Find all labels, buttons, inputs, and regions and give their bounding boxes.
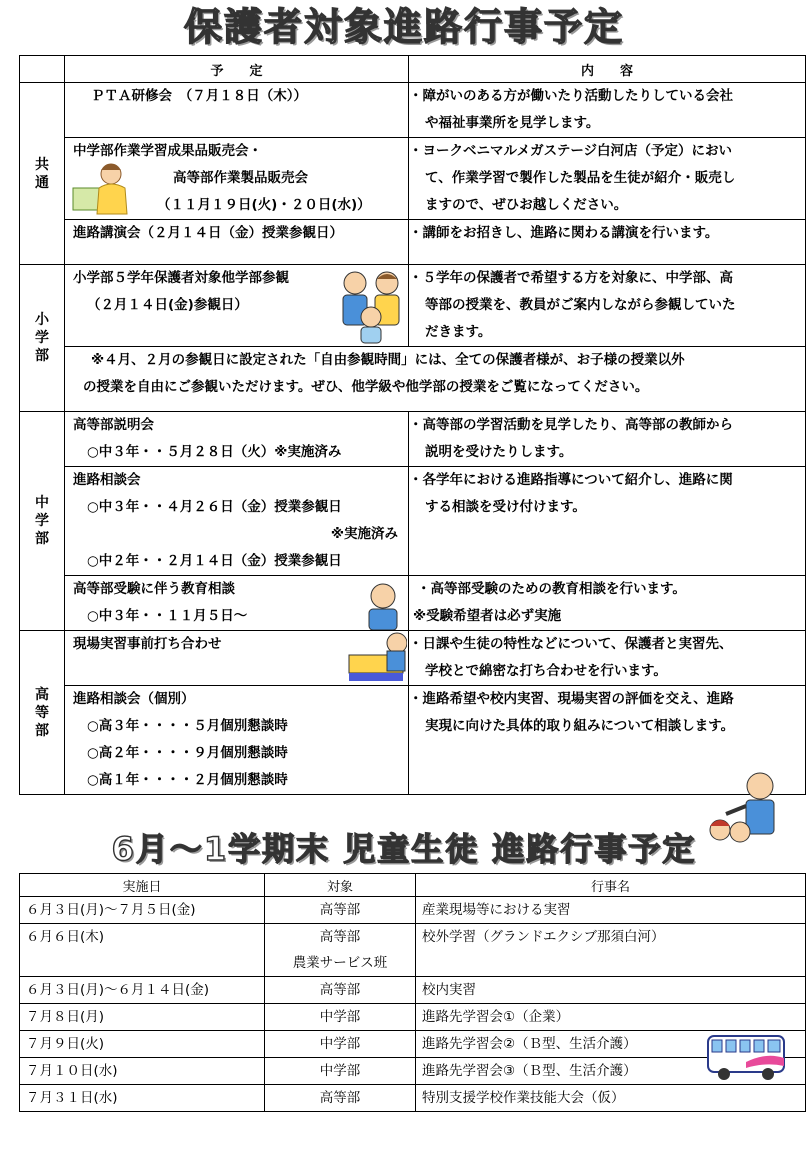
table-row	[20, 897, 806, 924]
target-label: 中学部	[319, 1009, 361, 1025]
target-label: 中学部	[319, 1063, 361, 1079]
date-cell: ６月３日(月)～６月１４日(金)	[20, 977, 265, 1004]
category-elementary: 小学部	[20, 265, 65, 412]
event-cell: 進路先学習会③（Ｂ型、生活介護）	[416, 1058, 806, 1085]
section-title: 6月～1学期末 児童生徒 進路行事予定	[111, 830, 697, 868]
content-cell: ・高等部の学習活動を見学したり、高等部の教師から 説明を受けたりします。	[409, 412, 806, 467]
person-with-bag-icon	[71, 158, 137, 216]
content-cell: ・日課や生徒の特性などについて、保護者と実習先、 学校とで綿密な打ち合わせを行います。	[409, 631, 806, 686]
header-plan: 予 定	[65, 56, 409, 83]
target-cell	[265, 1058, 416, 1085]
target-sublabel: 農業サービス班	[292, 955, 388, 971]
bus-icon	[706, 1032, 786, 1082]
table-row	[20, 924, 806, 977]
content-cell: ・各学年における進路指導について紹介し、進路に関 する相談を受け付けます。	[409, 467, 806, 576]
plan-cell: 中学部作業学習成果品販売会・ 高等部作業製品販売会 （１１月１９日(火)・２０日(水)）	[65, 138, 409, 220]
plan-cell: 小学部５学年保護者対象他学部参観 （２月１４日(金)参観日）	[65, 265, 409, 347]
content-cell: ・高等部受験のための教育相談を行います。 ※受験希望者は必ず実施	[409, 576, 806, 631]
plan-cell: 現場実習事前打ち合わせ	[65, 631, 409, 686]
header-event: 行事名	[416, 874, 806, 897]
content-cell: ・講師をお招きし、進路に関わる講演を行います。	[409, 220, 806, 265]
category-common: 共通	[20, 83, 65, 265]
event-cell: 進路先学習会①（企業）	[416, 1004, 806, 1031]
meeting-desk-icon	[345, 631, 407, 683]
table-row	[20, 977, 806, 1004]
table-row	[20, 1031, 806, 1058]
plan-cell: 進路講演会（２月１４日（金）授業参観日）	[65, 220, 409, 265]
page-title: 保護者対象進路行事予定	[183, 5, 624, 49]
plan-cell: 高等部受験に伴う教育相談 ○中３年・・１１月５日～	[65, 576, 409, 631]
table-row	[20, 220, 806, 265]
category-senior-high: 高等部	[20, 631, 65, 795]
table-row	[20, 1004, 806, 1031]
target-cell	[265, 1085, 416, 1112]
event-cell: 校内実習	[416, 977, 806, 1004]
target-label: 高等部	[319, 982, 361, 998]
target-label: 高等部	[319, 902, 361, 918]
table-row	[20, 631, 806, 686]
header-content: 内 容	[409, 56, 806, 83]
plan-cell: 進路相談会（個別） ○高３年・・・・５月個別懇談時 ○高２年・・・・９月個別懇談時 ○高１年・・・・２月個別懇談時	[65, 686, 409, 795]
family-icon	[337, 269, 407, 345]
header-target: 対象	[265, 874, 416, 897]
category-junior-high: 中学部	[20, 412, 65, 631]
content-cell: ・５学年の保護者で希望する方を対象に、中学部、高 等部の授業を、教員がご案内しながら参観していた だきます。	[409, 265, 806, 347]
date-cell: ６月６日(木)	[20, 924, 265, 977]
plan-cell: ＰＴＡ研修会 （７月１８日（木））	[65, 83, 409, 138]
table-row	[20, 1058, 806, 1085]
table-row	[20, 686, 806, 795]
event-cell: 進路先学習会②（Ｂ型、生活介護）	[416, 1031, 806, 1058]
target-cell	[265, 924, 416, 977]
date-cell: ７月１０日(水)	[20, 1058, 265, 1085]
table-row	[20, 576, 806, 631]
event-cell: 産業現場等における実習	[416, 897, 806, 924]
target-cell	[265, 897, 416, 924]
plan-cell: 高等部説明会 ○中３年・・５月２８日（火）※実施済み	[65, 412, 409, 467]
table-row	[20, 412, 806, 467]
target-cell	[265, 1031, 416, 1058]
date-cell: ７月８日(月)	[20, 1004, 265, 1031]
header-date: 実施日	[20, 874, 265, 897]
event-cell: 校外学習（グランドエクシブ那須白河）	[416, 924, 806, 977]
header-blank	[20, 56, 65, 83]
parent-events-table	[19, 55, 806, 795]
student-events-table	[19, 873, 806, 1112]
target-cell	[265, 977, 416, 1004]
table-row	[20, 1085, 806, 1112]
target-cell	[265, 1004, 416, 1031]
table-row	[20, 467, 806, 576]
table-row	[20, 138, 806, 220]
event-cell: 特別支援学校作業技能大会（仮）	[416, 1085, 806, 1112]
target-label: 高等部	[319, 929, 361, 945]
date-cell: ７月９日(火)	[20, 1031, 265, 1058]
table-row	[20, 265, 806, 347]
target-label: 高等部	[319, 1090, 361, 1106]
target-label: 中学部	[319, 1036, 361, 1052]
plan-cell: 進路相談会 ○中３年・・４月２６日（金）授業参観日 ※実施済み ○中２年・・２月１４日（金）授業参観日	[65, 467, 409, 576]
table-header-row	[20, 56, 806, 83]
table-header-row	[20, 874, 806, 897]
teacher-icon	[355, 582, 405, 630]
content-cell: ・進路希望や校内実習、現場実習の評価を交え、進路 実現に向けた具体的取り組みについて相談します。	[409, 686, 806, 795]
table-row	[20, 347, 806, 412]
content-cell: ・ヨークベニマルメガステージ白河店（予定）におい て、作業学習で製作した製品を生徒が紹介・販売し ますので、ぜひお越しください。	[409, 138, 806, 220]
date-cell: ６月３日(月)～７月５日(金)	[20, 897, 265, 924]
content-cell: ・障がいのある方が働いたり活動したりしている会社 や福祉事業所を見学します。	[409, 83, 806, 138]
note-cell: ※４月、２月の参観日に設定された「自由参観時間」には、全ての保護者様が、お子様の授業以外 の授業を自由にご参観いただけます。ぜひ、他学級や他学部の授業をご覧になってください。	[65, 347, 806, 412]
table-row	[20, 83, 806, 138]
date-cell: ７月３１日(水)	[20, 1085, 265, 1112]
